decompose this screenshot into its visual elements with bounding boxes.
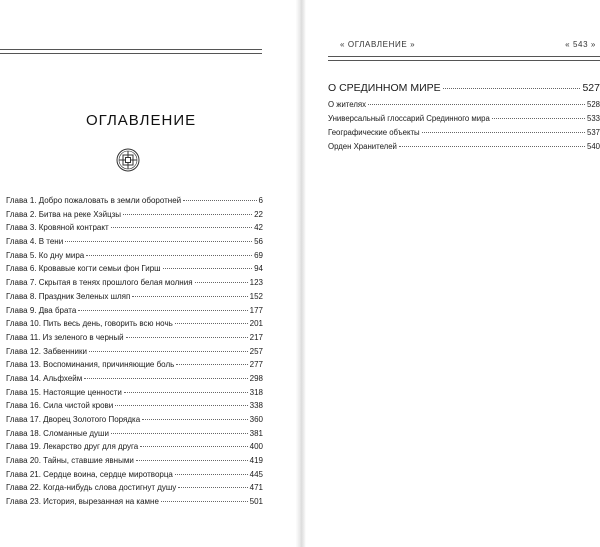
chapter-title: Глава 7. Скрытая в тенях прошлого белая молния [6,278,193,288]
toc-entry[interactable] [6,429,263,443]
leader-dots [124,391,248,393]
chapter-title: Глава 15. Настоящие ценности [6,387,122,397]
toc-entry[interactable] [328,100,600,114]
page-number: 123 [249,278,263,288]
toc-entry[interactable] [328,128,600,142]
page-number: 445 [249,469,263,479]
chapter-title: Глава 14. Альфхейм [6,373,83,383]
toc-entry[interactable] [6,456,263,470]
section-title: Универсальный глоссарий Срединного мира [328,114,490,123]
leader-dots [111,432,248,434]
leader-dots [399,145,585,147]
toc-entry[interactable] [6,223,263,237]
leader-dots [86,254,252,256]
chapter-title: Глава 9. Два брата [6,305,77,315]
leader-dots [142,418,247,420]
leader-dots [123,213,252,215]
page-number: 471 [249,483,263,493]
page-number: 501 [249,497,263,507]
chapter-title: Глава 13. Воспоминания, причиняющие боль [6,360,175,370]
toc-entry[interactable] [6,264,263,278]
chapter-title: Глава 2. Битва на реке Хэйцзы [6,209,121,219]
toc-entry[interactable] [6,347,263,361]
chapter-title: Глава 12. Забвенники [6,346,87,356]
book-gutter [296,0,306,547]
chapter-title: Глава 21. Сердце воина, сердце миротворца [6,469,173,479]
leader-dots [84,377,247,379]
chapter-title: Глава 3. Кровяной контракт [6,223,109,233]
toc-entry[interactable] [6,278,263,292]
page-number: 527 [582,82,600,94]
chapter-title: Глава 6. Кровавые когти семьи фон Гирш [6,264,161,274]
page-number: 42 [254,223,263,233]
page-number: 257 [249,346,263,356]
leader-dots [195,281,248,283]
chapter-title: Глава 4. В тени [6,237,64,247]
chapter-title: Глава 8. Праздник Зеленых шляп [6,291,131,301]
page-number: 533 [586,114,600,123]
leader-dots [175,322,248,324]
page-number: 528 [586,100,600,109]
chapter-title: Глава 11. Из зеленого в черный [6,332,124,342]
toc-entry[interactable] [6,401,263,415]
left-page [0,0,296,547]
leader-dots [422,131,585,133]
chapter-title: Глава 22. Когда-нибудь слова достигнут душу [6,483,177,493]
chapter-title: Глава 16. Сила чистой крови [6,401,114,411]
toc-entry[interactable] [6,415,263,429]
toc-title: ОГЛАВЛЕНИЕ [86,112,197,129]
appendix-toc-list [328,100,600,156]
leader-dots [115,404,247,406]
page-number: 152 [249,291,263,301]
toc-list [6,196,263,511]
header-rule [328,56,600,61]
chapter-title: Глава 20. Тайны, ставшие явными [6,456,134,466]
leader-dots [140,445,247,447]
page-number: 419 [249,456,263,466]
page-number: 22 [254,209,263,219]
leader-dots [368,103,585,105]
chapter-title: Глава 23. История, вырезанная на камне [6,497,159,507]
page-number: 540 [586,142,600,151]
toc-entry[interactable] [6,237,263,251]
section-title: Географические объекты [328,128,420,137]
toc-entry[interactable] [6,483,263,497]
appendix-heading[interactable] [328,82,600,94]
toc-entry[interactable] [328,114,600,128]
page-number: 338 [249,401,263,411]
toc-entry[interactable] [6,333,263,347]
page-number: 56 [254,237,263,247]
leader-dots [65,240,252,242]
leader-dots [111,226,252,228]
celtic-knot-icon [116,148,140,172]
page-number: 298 [249,373,263,383]
leader-dots [136,459,248,461]
right-page [306,0,600,547]
page-number: 69 [254,250,263,260]
toc-entry[interactable] [6,360,263,374]
page-number: 400 [249,442,263,452]
page-number: 537 [586,128,600,137]
page-number: 94 [254,264,263,274]
leader-dots [132,295,247,297]
toc-entry[interactable] [6,292,263,306]
leader-dots [78,309,247,311]
toc-entry[interactable] [6,497,263,511]
running-head: « ОГЛАВЛЕНИЕ » [340,40,416,49]
page-number: 277 [249,360,263,370]
header-rule [0,49,262,54]
toc-entry[interactable] [6,196,263,210]
toc-entry[interactable] [6,388,263,402]
page-number: 6 [258,196,263,205]
leader-dots [443,87,581,89]
appendix-title: О СРЕДИННОМ МИРЕ [328,82,441,94]
leader-dots [178,486,247,488]
chapter-title: Глава 1. Добро пожаловать в земли оборотней [6,196,182,205]
leader-dots [126,336,248,338]
section-title: О жителях [328,100,367,109]
toc-entry[interactable] [328,142,600,156]
toc-entry[interactable] [6,319,263,333]
leader-dots [175,473,248,475]
page-number-header: « 543 » [565,40,596,49]
page-number: 381 [249,428,263,438]
toc-entry[interactable] [6,374,263,388]
chapter-title: Глава 17. Дворец Золотого Порядка [6,415,141,424]
section-title: Орден Хранителей [328,142,397,151]
page-number: 217 [249,332,263,342]
page-number: 360 [249,415,263,424]
toc-entry[interactable] [6,306,263,320]
leader-dots [183,199,256,201]
page-number: 177 [249,305,263,315]
page-number: 201 [249,319,263,329]
chapter-title: Глава 19. Лекарство друг для друга [6,442,139,452]
leader-dots [176,363,247,365]
toc-entry[interactable] [6,442,263,456]
toc-entry[interactable] [6,210,263,224]
leader-dots [492,117,585,119]
toc-entry[interactable] [6,251,263,265]
chapter-title: Глава 10. Пить весь день, говорить всю ночь [6,319,173,329]
leader-dots [89,350,248,352]
chapter-title: Глава 5. Ко дну мира [6,250,85,260]
leader-dots [163,267,253,269]
leader-dots [161,500,248,502]
chapter-title: Глава 18. Сломанные души [6,428,109,438]
toc-entry[interactable] [6,470,263,484]
page-number: 318 [249,387,263,397]
